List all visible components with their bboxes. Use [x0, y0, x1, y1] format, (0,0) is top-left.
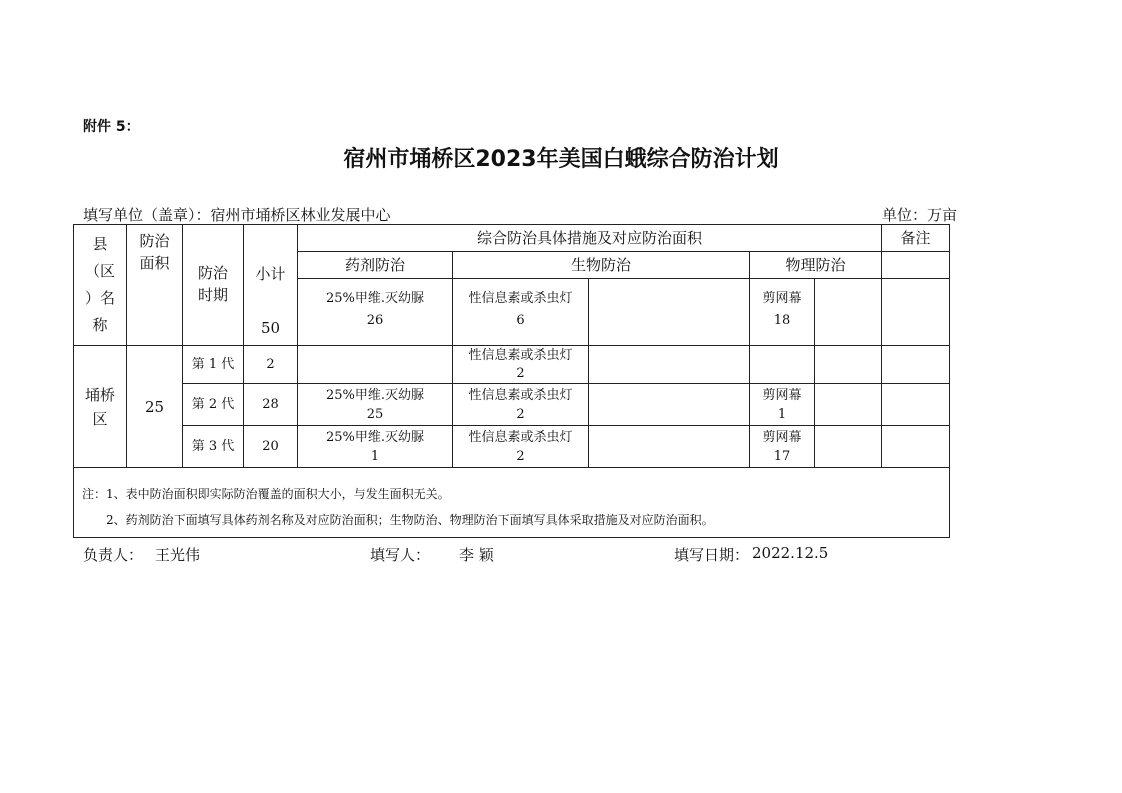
summary-physical: [750, 288, 814, 336]
footer-filler-name: 李 颖: [459, 546, 494, 564]
row3-phys-value: 17: [773, 448, 791, 464]
summary-chemical: [298, 288, 452, 336]
row1-period: 第 1 代: [191, 357, 235, 372]
summary-biological: [453, 288, 588, 336]
fill-unit: 填写单位（盖章）：宿州市埇桥区林业发展中心: [83, 206, 391, 224]
footer-date-value: 2022.12.5: [752, 544, 829, 562]
county-name-line1: 埇桥: [84, 385, 115, 404]
row3-period: 第 3 代: [191, 439, 235, 454]
footer-responsible-label: 负责人：: [83, 546, 144, 564]
table-row: [183, 384, 243, 425]
header-physical-text: 物理防治: [785, 256, 846, 274]
row3-biological: [453, 426, 588, 467]
header-physical: [750, 252, 881, 278]
table-note-2: 2、药剂防治下面填写具体药剂名称及对应防治面积；生物防治、物理防治下面填写具体采取措施及对应防治面积。: [106, 513, 714, 527]
row2-chemical-value: 25: [366, 406, 384, 422]
summary-phys-name: 剪网幕: [762, 291, 802, 306]
row3-bio-value: 2: [516, 448, 525, 464]
header-chemical-text: 药剂防治: [344, 256, 405, 274]
col-rule-9: [881, 224, 882, 468]
table-border-right: [949, 224, 950, 538]
county-name: [74, 346, 126, 467]
col-rule-6: [588, 278, 589, 468]
row2-physical: [750, 384, 814, 425]
row2-phys-name: 剪网幕: [762, 387, 802, 403]
table-border-bottom: [73, 537, 950, 538]
county-name-line2: 区: [92, 409, 108, 428]
header-county: [74, 225, 126, 345]
summary-subtotal: [244, 316, 297, 340]
row3-chemical-name: 25%甲维.灭幼脲: [325, 429, 425, 445]
row1-subtotal: 2: [266, 357, 275, 372]
footer-filler-label: 填写人：: [370, 546, 431, 564]
summary-chemical-name: 25%甲维.灭幼脲: [325, 291, 425, 306]
footer-responsible-name: 王光伟: [155, 546, 201, 564]
page-title: 宿州市埇桥区2023年美国白蛾综合防治计划: [343, 147, 779, 172]
header-biological-text: 生物防治: [570, 256, 631, 274]
attachment-label: 附件 5：: [83, 119, 140, 135]
col-rule-8: [814, 278, 815, 468]
row3-physical: [750, 426, 814, 467]
row2-subtotal-cell: [244, 384, 297, 425]
county-area-text: 25: [144, 397, 165, 416]
rule-rows-end: [73, 467, 950, 468]
header-county-line4: 称: [92, 316, 108, 334]
summary-subtotal-text: 50: [260, 319, 281, 337]
row2-chemical-name: 25%甲维.灭幼脲: [325, 387, 425, 403]
table-note-1: 注：1、表中防治面积即实际防治覆盖的面积大小，与发生面积无关。: [82, 487, 450, 501]
header-control-area: [127, 230, 182, 290]
header-subtotal-text: 小计: [255, 265, 286, 283]
row2-bio-value: 2: [516, 406, 525, 422]
header-period: [183, 262, 243, 312]
row3-chemical-value: 1: [370, 448, 380, 464]
header-biological: [453, 252, 749, 278]
table-row: [183, 346, 243, 383]
header-county-line1: 县: [92, 235, 108, 253]
header-period-line2: 时期: [197, 286, 228, 304]
header-county-line3: ）名: [84, 289, 115, 307]
header-control-area-line1: 防治: [139, 232, 170, 250]
unit-label: 单位：万亩: [882, 206, 958, 224]
header-control-area-line2: 面积: [139, 254, 170, 272]
header-remarks-text: 备注: [900, 229, 931, 247]
row1-bio-value: 2: [516, 365, 525, 381]
row2-subtotal: 28: [262, 397, 279, 412]
row2-chemical: [298, 384, 452, 425]
row3-subtotal: 20: [262, 439, 279, 454]
row3-phys-name: 剪网幕: [762, 429, 802, 445]
summary-chemical-value: 26: [366, 313, 384, 328]
footer-date-label: 填写日期：: [674, 546, 750, 564]
summary-bio-value: 6: [516, 313, 525, 328]
rule-subheader: [297, 278, 950, 279]
county-area: [127, 346, 182, 467]
row1-bio-name: 性信息素或杀虫灯: [468, 347, 573, 363]
table-row: [183, 426, 243, 467]
row2-bio-name: 性信息素或杀虫灯: [468, 387, 573, 403]
row3-subtotal-cell: [244, 426, 297, 467]
row2-biological: [453, 384, 588, 425]
summary-bio-name: 性信息素或杀虫灯: [468, 291, 573, 306]
summary-phys-value: 18: [773, 313, 791, 328]
header-chemical: [298, 252, 452, 278]
row1-biological: [453, 346, 588, 383]
row1-subtotal-cell: [244, 346, 297, 383]
header-period-line1: 防治: [197, 264, 228, 282]
row2-phys-value: 1: [777, 406, 787, 422]
row3-chemical: [298, 426, 452, 467]
header-measures-text: 综合防治具体措施及对应防治面积: [476, 229, 702, 247]
header-county-line2: （区: [84, 262, 115, 280]
header-remarks: [882, 225, 949, 251]
header-measures: [298, 225, 881, 251]
row3-bio-name: 性信息素或杀虫灯: [468, 429, 573, 445]
header-subtotal: [244, 262, 297, 286]
row2-period: 第 2 代: [191, 397, 235, 412]
